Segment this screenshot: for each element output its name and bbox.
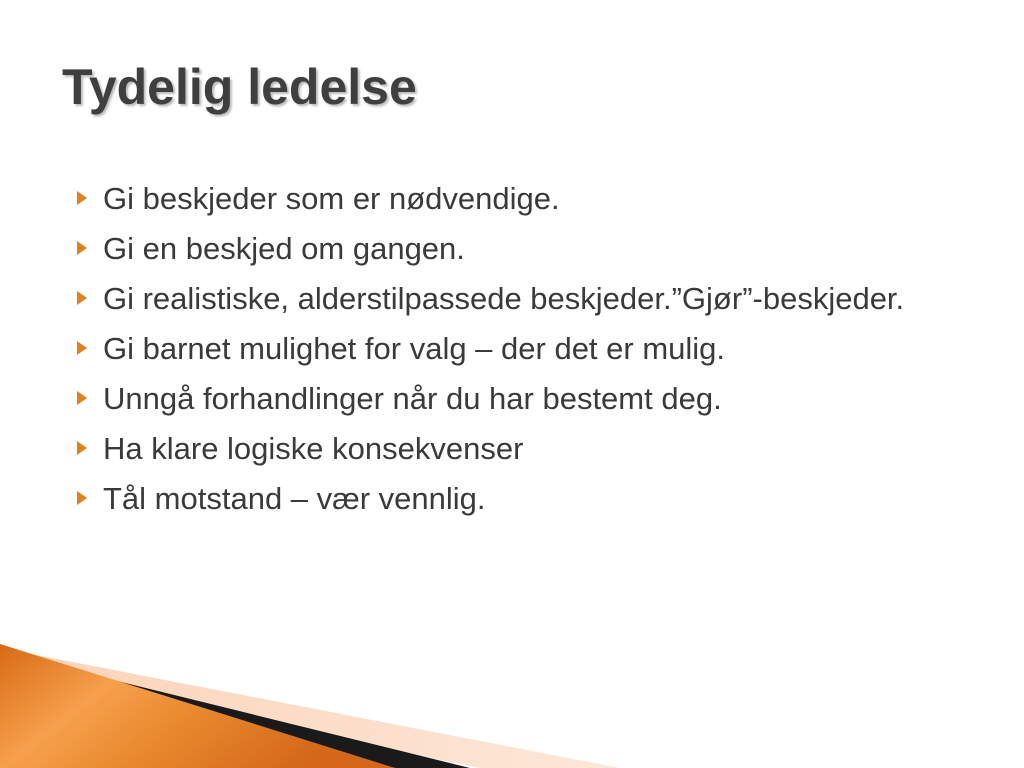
bullet-text: Gi en beskjed om gangen. [103, 231, 465, 266]
bullet-item [70, 424, 970, 474]
triangle-right-icon [77, 241, 87, 255]
bullet-item [70, 324, 970, 374]
bullet-list [70, 174, 970, 524]
decorative-swoosh [0, 638, 1024, 768]
bullet-item [70, 174, 970, 224]
bullet-item [70, 274, 970, 324]
triangle-right-icon [77, 491, 87, 505]
bullet-item [70, 474, 970, 524]
slide-title: Tydelig ledelse [62, 59, 417, 115]
triangle-right-icon [77, 341, 87, 355]
bullet-item [70, 374, 970, 424]
triangle-right-icon [77, 441, 87, 455]
bullet-text: Tål motstand – vær vennlig. [103, 481, 486, 516]
bullet-item [70, 224, 970, 274]
bullet-text: Gi beskjeder som er nødvendige. [103, 181, 560, 216]
triangle-right-icon [77, 191, 87, 205]
bullet-text: Ha klare logiske konsekvenser [103, 431, 524, 466]
triangle-right-icon [77, 391, 87, 405]
bullet-text: Gi barnet mulighet for valg – der det er mulig. [103, 331, 726, 366]
triangle-right-icon [77, 291, 87, 305]
bullet-text: Gi realistiske, alderstilpassede beskjeder.”Gjør”-beskjeder. [103, 281, 905, 316]
bullet-text: Unngå forhandlinger når du har bestemt deg. [103, 381, 722, 416]
